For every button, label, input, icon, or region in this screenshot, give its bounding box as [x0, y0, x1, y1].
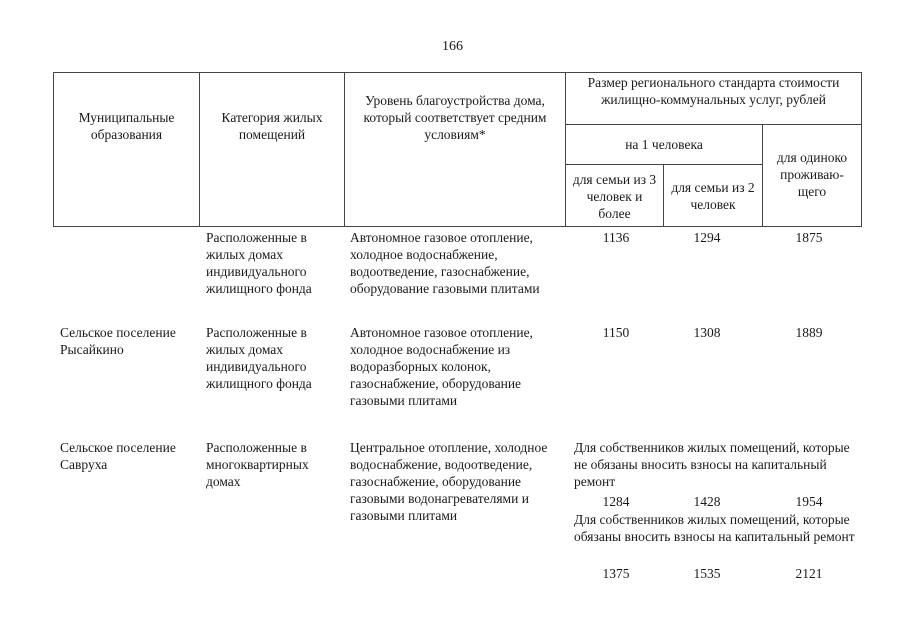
value-family-3: 1150 — [602, 325, 630, 340]
header-category: Категория жилых помещений — [200, 73, 345, 227]
header-improvement-level: Уровень благоустройства дома, который соответствует средним условиям* — [345, 73, 566, 227]
value-single: 1889 — [795, 325, 823, 340]
value-family-2: 1294 — [693, 230, 721, 245]
value-family-2: 1308 — [693, 325, 721, 340]
value-family-3: 1136 — [602, 230, 630, 245]
header-family-2: для семьи из 2 человек — [664, 165, 763, 227]
row-category: Расположенные в жилых домах индивидуального жилищного фонда — [206, 325, 312, 391]
header-per-person: на 1 человека — [566, 125, 763, 165]
header-standard-title: Размер регионального стандарта стоимости жилищно-коммунальных услуг, рублей — [566, 73, 862, 125]
row-municipality: Сельское поселение Савруха — [60, 440, 176, 472]
row-category: Расположенные в жилых домах индивидуального жилищного фонда — [206, 230, 312, 296]
header-single: для одиноко проживаю-щего — [763, 125, 862, 227]
row-improvement-level: Автономное газовое отопление, холодное водоснабжение из водоразборных колонок, газоснабжение, оборудование газовыми плитами — [350, 325, 533, 408]
note-capital-repair: Для собственников жилых помещений, которые обязаны вносить взносы на капитальный ремонт — [574, 512, 855, 544]
value-single: 1875 — [795, 230, 823, 245]
value-single: 1954 — [795, 494, 823, 509]
note-no-capital-repair: Для собственников жилых помещений, которые не обязаны вносить взносы на капитальный ремонт — [574, 440, 850, 489]
row-improvement-level: Центральное отопление, холодное водоснабжение, водоотведение, газоснабжение, оборудование газовыми водонагревателями и газовыми плитами — [350, 440, 548, 523]
value-single: 2121 — [795, 566, 823, 581]
value-family-3: 1375 — [602, 566, 630, 581]
row-municipality: Сельское поселение Рысайкино — [60, 325, 176, 357]
value-family-3: 1284 — [602, 494, 630, 509]
header-municipality: Муниципальные образования — [54, 73, 200, 227]
row-category: Расположенные в многоквартирных домах — [206, 440, 309, 489]
value-family-2: 1428 — [693, 494, 721, 509]
page-number: 166 — [442, 39, 463, 54]
header-family-3: для семьи из 3 человек и более — [566, 165, 664, 227]
row-improvement-level: Автономное газовое отопление, холодное водоснабжение, водоотведение, газоснабжение, оборудование газовыми плитами — [350, 230, 540, 296]
value-family-2: 1535 — [693, 566, 721, 581]
